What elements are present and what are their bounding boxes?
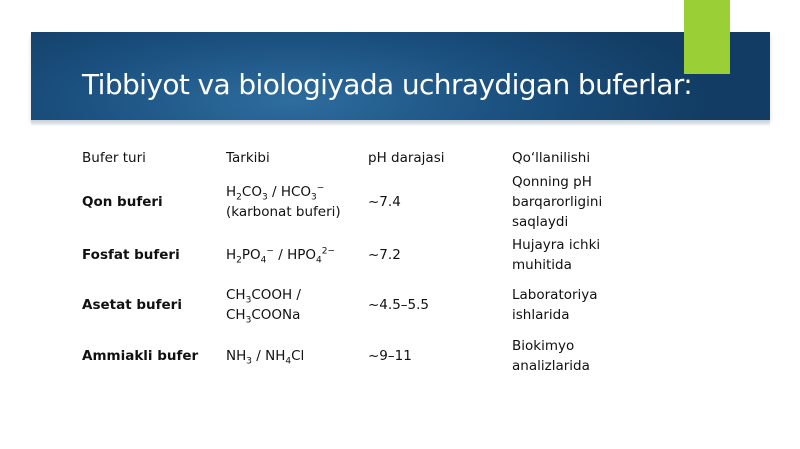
buffer-composition: $NH_3 / NH_4Cl$ [226, 348, 305, 367]
accent-bar [684, 0, 730, 74]
buffer-ph: ~4.5–5.5 [368, 297, 430, 313]
buffer-name: Qon buferi [82, 194, 163, 210]
buffer-ph: ~9–11 [368, 348, 412, 364]
buffer-name: Asetat buferi [82, 297, 182, 313]
header-buffer-type: Bufer turi [82, 150, 146, 166]
table-row [76, 333, 668, 379]
table-header-row [76, 145, 668, 171]
slide-title: Tibbiyot va biologiyada uchraydigan buferlar: [82, 68, 693, 101]
table-row [76, 233, 668, 277]
header-ph-level: pH darajasi [368, 150, 445, 166]
buffer-usage: Hujayra ichki muhitida [512, 237, 601, 273]
buffer-usage: Qonning pH barqarorligini saqlaydi [512, 174, 603, 230]
table-row [76, 171, 668, 233]
buffer-usage: Laboratoriya ishlarida [512, 287, 598, 323]
buffer-table [76, 145, 668, 379]
buffer-name: Ammiakli bufer [82, 348, 199, 364]
buffer-composition: $CH_3COOH$ / $CH_3COONa$ [226, 287, 301, 326]
buffer-ph: ~7.4 [368, 194, 401, 210]
buffer-ph: ~7.2 [368, 247, 401, 263]
header-composition: Tarkibi [226, 150, 270, 166]
buffer-name: Fosfat buferi [82, 247, 180, 263]
header-usage: Qo‘llanilishi [512, 150, 591, 166]
table-row [76, 277, 668, 333]
buffer-composition: $H_2CO_3 / HCO_3^-$ (karbonat buferi) [226, 183, 341, 220]
buffer-composition: $H_2PO_4^- / HPO_4^{2-}$ [226, 246, 336, 266]
buffer-usage: Biokimyo analizlarida [512, 338, 590, 374]
